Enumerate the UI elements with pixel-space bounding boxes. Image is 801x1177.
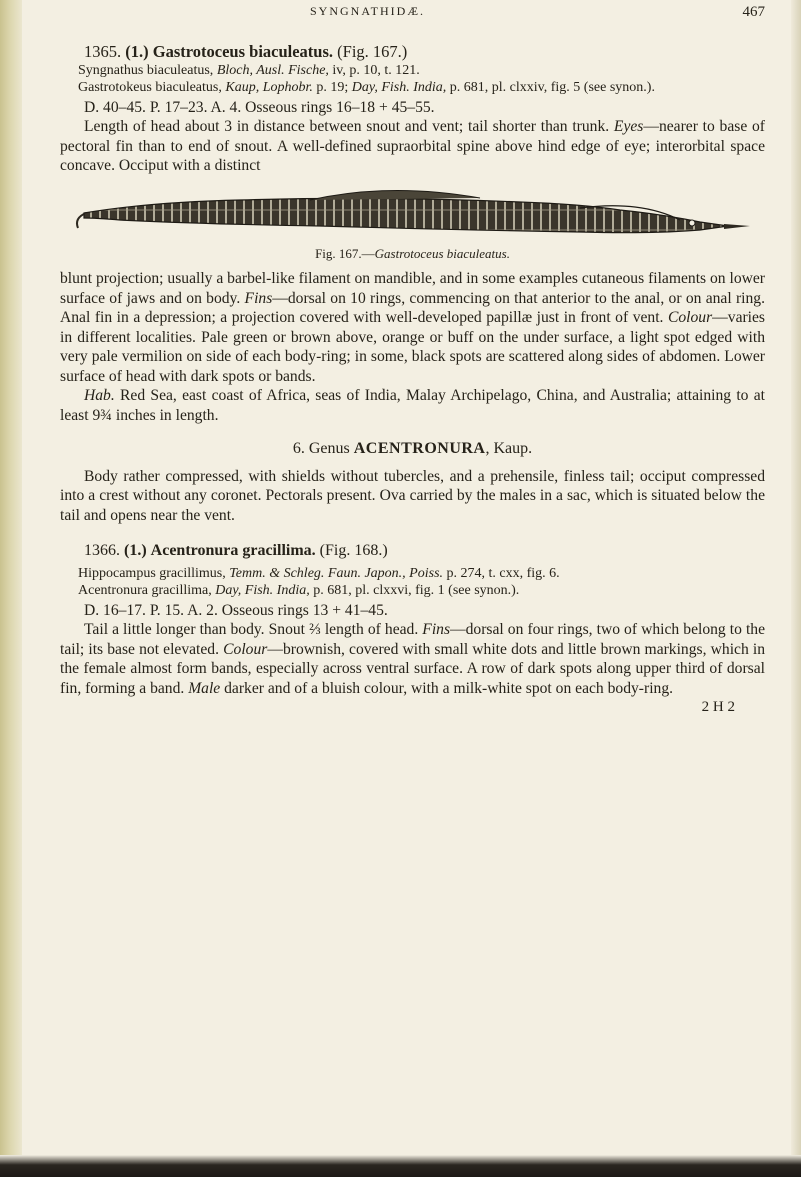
term-male: Male [188,679,221,697]
habitat-paragraph [60,386,765,425]
page-number: 467 [742,4,765,20]
text-run: —dorsal on four rings, two of which belong to the tail; its base not elevated. [60,621,766,658]
page-binding-shadow [0,0,22,1177]
figure-label: Fig. 167.— [315,245,375,261]
page-body [60,42,765,718]
synonym-page: p. 681, pl. clxxiv, fig. 5 (see synon.). [446,79,655,95]
term-fins: Fins [244,289,273,307]
species-name: Gastrotoceus biaculeatus. [152,42,334,61]
synonym-name: Gastrotokeus biaculeatus, [78,79,226,95]
genus-name: ACENTRONURA [353,440,486,457]
species-heading-1365 [60,42,765,62]
synonym-name: Syngnathus biaculeatus, [78,62,217,78]
text-run: —dorsal on 10 rings, commencing on that anterior to the anal, or on anal ring. Anal fin in a depression; a projection covered with well-developed papillæ just in front of vent. [60,289,765,326]
species-number: 1365. [84,42,122,61]
synonym-line [78,565,765,582]
fin-ray-counts: D. 40–45. P. 17–23. A. 4. Osseous rings 16–18 + 45–55. [84,98,435,116]
synonym-name: Hippocampus gracillimus, [78,565,230,581]
genus-heading [60,439,765,459]
synonym-citation: Bloch, Ausl. Fische, [216,62,329,78]
term-colour: Colour [223,640,268,658]
text-run: —nearer to base of pectoral fin than to end of snout. A well-defined supraorbital spine above hind edge of eye; interorbital space concave. Occiput with a distinct [60,118,765,174]
text-run: Length of head about 3 in distance between snout and vent; tail shorter than trunk. [84,118,614,135]
description-paragraph [60,620,765,698]
page-edge [791,0,801,1177]
genus-authority: , Kaup. [485,440,533,457]
synonymy-1366 [60,565,765,599]
species-figure-ref: (Fig. 167.) [337,42,408,61]
term-fins: Fins [422,621,451,638]
synonym-page: p. 681, pl. clxxvi, fig. 1 (see synon.). [309,582,520,598]
term-hab: Hab. [84,387,115,404]
synonym-citation: Kaup, Lophobr. [225,79,313,95]
description-paragraph [60,117,765,176]
term-eyes: Eyes [613,118,644,135]
signature-mark: 2 H 2 [701,699,735,715]
text-run: darker and of a bluish colour, with a milk-white spot on each body-ring. [220,679,674,697]
synonym-citation: Temm. & Schleg. Faun. Japon., Poiss. [229,565,444,581]
text-run: —varies in different localities. Pale green or brown above, orange or buff on the under surface, a light spot edged with very pale vermilion on side of each body-ring; in some, black spots are scattered along sides of abdomen. Lower surface of head with dark spots or bands. [60,309,765,385]
species-figure-ref: (Fig. 168.) [319,542,388,559]
running-head: SYNGNATHIDÆ. [310,4,426,18]
species-rank: (1.) [125,42,149,61]
description-paragraph [60,269,765,386]
species-heading-1366 [60,541,765,561]
genus-description: Body rather compressed, with shields without tubercles, and a prehensile, finless tail; occiput compressed into a crest without any coronet. Pectorals present. Ova carried by the males in a sac, which is situated below the tail and opens near the vent. [60,467,765,524]
habitat-text: Red Sea, east coast of Africa, seas of India, Malay Archipelago, China, and Australia; attaining to at least 9¾ inches in length. [60,387,765,424]
figure-167 [60,180,765,242]
species-name: Acentronura gracillima. [150,542,316,559]
synonym-citation: Day, Fish. India, [215,582,310,598]
species-rank: (1.) [124,542,147,559]
text-run: Tail a little longer than body. Snout ⅔ length of head. [84,621,423,638]
synonym-page: p. 19; [312,79,352,95]
text-run: —brownish, covered with small white dots and little brown markings, which in the female almost form bands, especially across ventral surface. A row of dark spots along upper third of dorsal fin, forming a band. [60,640,766,697]
synonym-line [78,79,765,96]
fin-ray-counts: D. 16–17. P. 15. A. 2. Osseous rings 13 + 41–45. [84,601,388,619]
page-bottom-edge [0,1155,801,1177]
pipefish-illustration [60,180,765,242]
figure-caption [60,244,765,264]
figure-species: Gastrotoceus biaculeatus. [374,245,510,261]
genus-prefix: 6. Genus [292,440,354,457]
page-header [60,4,765,26]
synonym-page: iv, p. 10, t. 121. [328,62,420,78]
synonym-citation: Day, Fish. India, [351,79,447,95]
species-number: 1366. [84,542,120,559]
synonym-line [78,582,765,599]
term-colour: Colour [667,309,713,326]
synonymy-1365 [60,62,765,96]
synonym-line [78,62,765,79]
text-run: blunt projection; usually a barbel-like filament on mandible, and in some examples cutaneous filaments on lower surface of jaws and on body. [60,270,765,307]
synonym-page: p. 274, t. cxx, fig. 6. [443,565,560,581]
synonym-name: Acentronura gracillima, [78,582,216,598]
